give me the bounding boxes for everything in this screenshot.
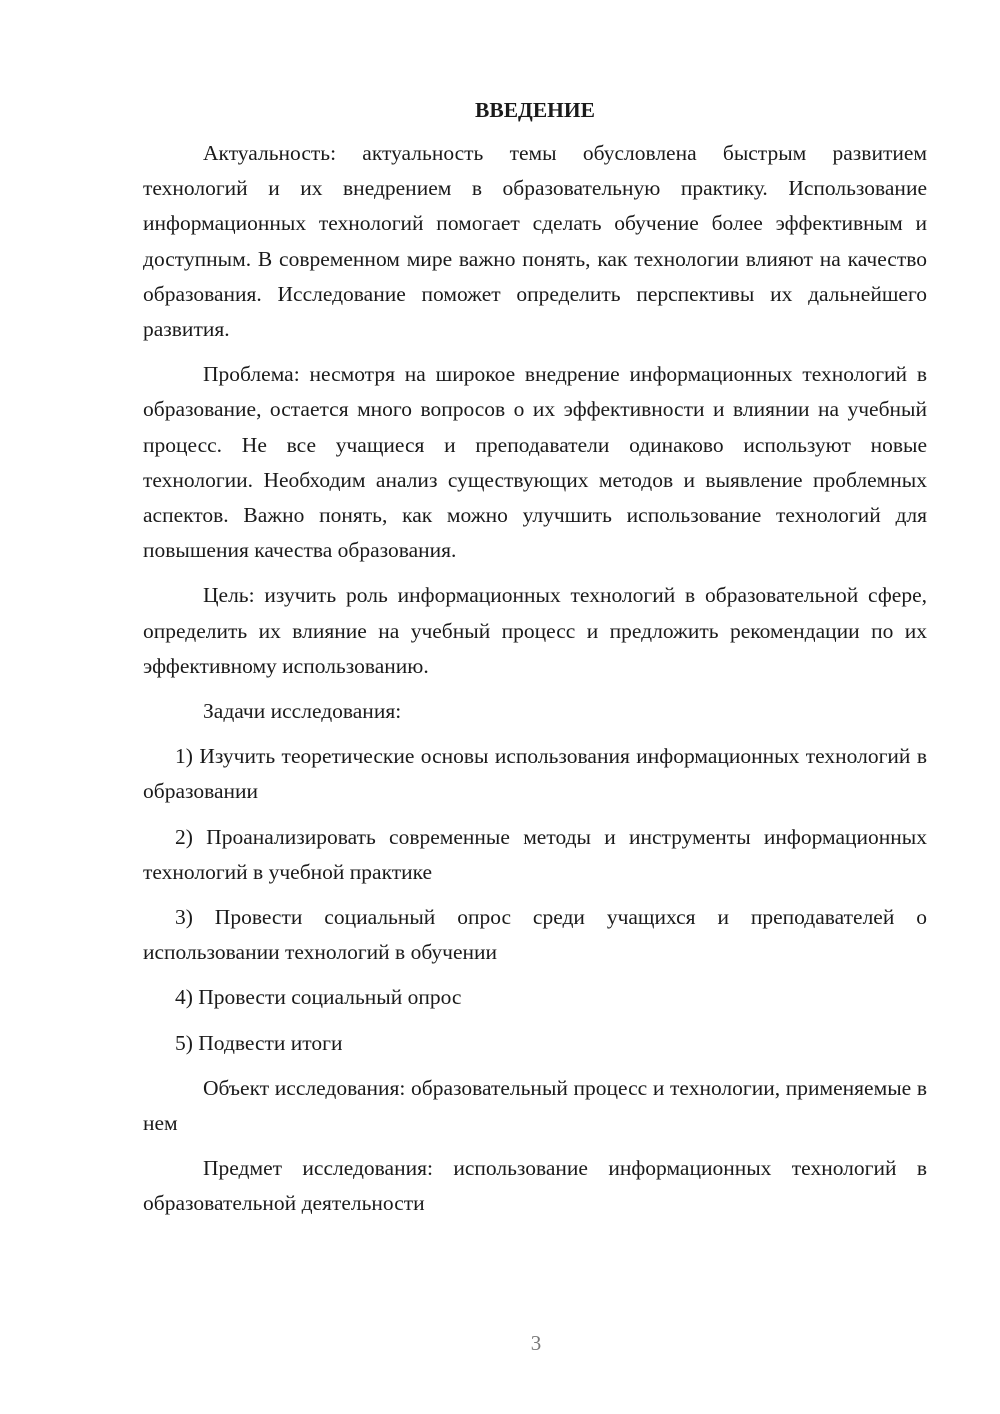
list-item: 2) Проанализировать современные методы и инструменты информационных технологий в учебной практике <box>143 824 927 884</box>
relevance-paragraph: Актуальность: актуальность темы обусловлена быстрым развитием технологий и их внедрением в образовательную практику. Использование информационных технологий помогает сделать обучение более эффективным и доступным. В современном мире важно понять, как технологии влияют на качество образования. Исследование поможет определить перспективы их дальнейшего развития. <box>143 141 927 342</box>
tasks-heading: Задачи исследования: <box>203 699 402 724</box>
list-item: 5) Подвести итоги <box>175 1030 343 1055</box>
object-paragraph: Объект исследования: образовательный процесс и технологии, применяемые в нем <box>143 1075 927 1136</box>
page-number: 3 <box>530 1331 542 1355</box>
list-item: 4) Провести социальный опрос <box>175 985 462 1010</box>
section-title: ВВЕДЕНИЕ <box>475 98 595 122</box>
list-item: 1) Изучить теоретические основы использования информационных технологий в образовании <box>143 744 927 804</box>
problem-paragraph: Проблема: несмотря на широкое внедрение информационных технологий в образование, остается много вопросов о их эффективности и влиянии на учебный процесс. Не все учащиеся и преподаватели одинаково используют новые технологии. Необходим анализ существующих методов и выявление проблемных аспектов. Важно понять, как можно улучшить использование технологий для повышения качества образования. <box>143 362 927 563</box>
tasks-list <box>143 739 927 1061</box>
list-item: 3) Провести социальный опрос среди учащихся и преподавателей о использовании технологий в обучении <box>143 905 927 965</box>
subject-paragraph: Предмет исследования: использование информационных технологий в образовательной деятельности <box>143 1156 927 1216</box>
goal-paragraph: Цель: изучить роль информационных технологий в образовательной сфере, определить их влияние на учебный процесс и предложить рекомендации по их эффективному использованию. <box>143 583 927 678</box>
document-page <box>143 94 927 1232</box>
